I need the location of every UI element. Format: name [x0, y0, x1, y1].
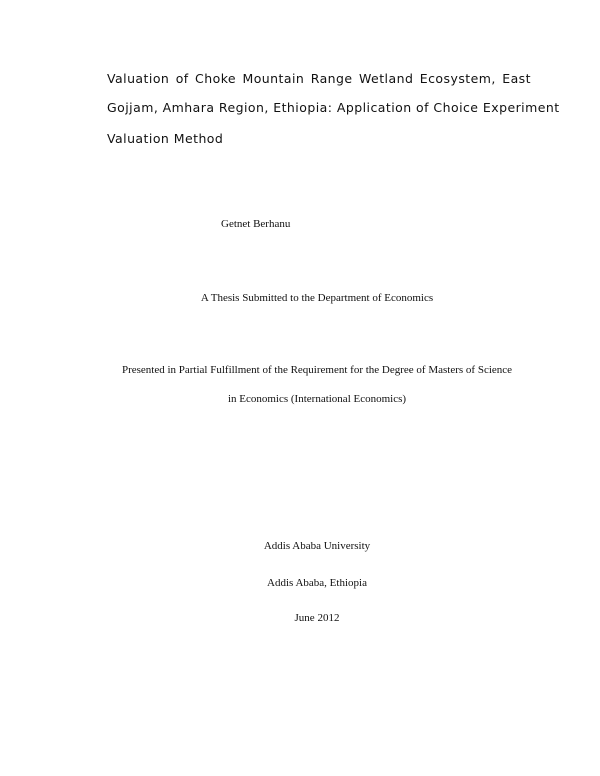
thesis-title-line-3: Valuation Method	[107, 131, 224, 146]
university-name: Addis Ababa University	[263, 540, 371, 552]
university-location: Addis Ababa, Ethiopia	[267, 577, 367, 589]
submission-statement: A Thesis Submitted to the Department of Economics	[200, 292, 434, 304]
author-name: Getnet Berhanu	[221, 218, 291, 230]
thesis-title-line-1: Valuation of Choke Mountain Range Wetland Ecosystem, East	[107, 71, 531, 86]
fulfillment-line-2: in Economics (International Economics)	[227, 393, 407, 405]
submission-date: June 2012	[294, 612, 340, 624]
thesis-title-line-2: Gojjam, Amhara Region, Ethiopia: Application of Choice Experiment	[107, 100, 560, 115]
fulfillment-line-1: Presented in Partial Fulfillment of the Requirement for the Degree of Masters of Science	[121, 364, 513, 376]
